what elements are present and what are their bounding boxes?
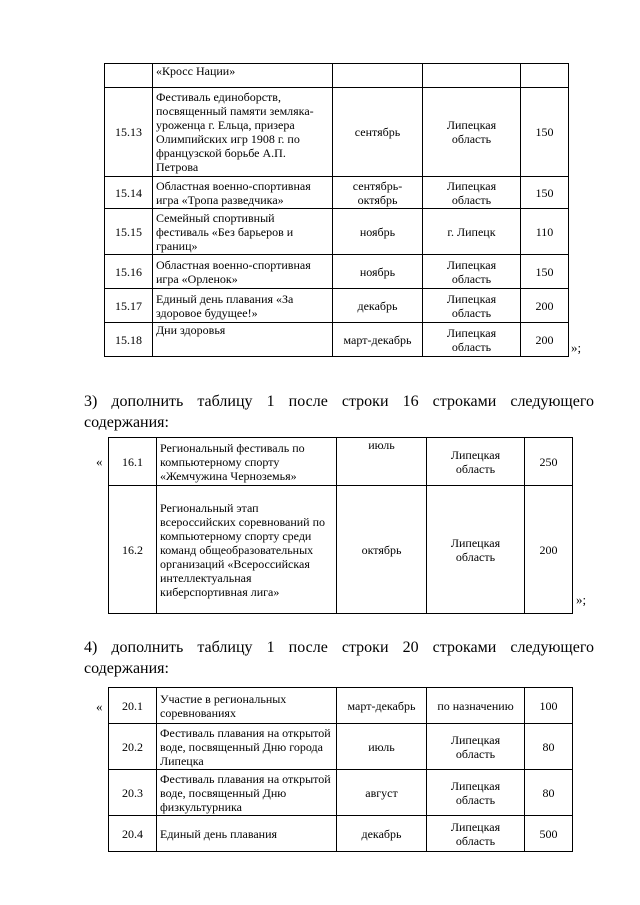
event-date: декабрь — [333, 289, 423, 323]
row-number: 15.17 — [105, 289, 153, 323]
table-row — [109, 438, 573, 486]
table-row — [105, 64, 569, 88]
event-name: Областная военно-спортивная игра «Орленок» — [153, 255, 333, 289]
closing-quote: »; — [571, 340, 582, 355]
event-name: «Кросс Нации» — [153, 64, 333, 88]
closing-quote: »; — [576, 592, 587, 607]
event-place: Липецкая область — [427, 724, 525, 770]
table-row — [105, 88, 569, 177]
event-date: август — [337, 770, 427, 816]
instruction-paragraph-3: 3) дополнить таблицу 1 после строки 16 строками следующего — [84, 393, 594, 410]
row-number: 20.2 — [109, 724, 157, 770]
participants-count: 150 — [521, 88, 569, 177]
event-date: октябрь — [337, 486, 427, 614]
participants-count: 110 — [521, 209, 569, 255]
row-number: 15.13 — [105, 88, 153, 177]
participants-count: 150 — [521, 177, 569, 209]
participants-count: 80 — [525, 724, 573, 770]
participants-count: 250 — [525, 438, 573, 486]
participants-count: 200 — [521, 289, 569, 323]
event-date: сентябрь-октябрь — [333, 177, 423, 209]
event-date: июль — [337, 438, 427, 486]
event-place: Липецкая область — [427, 438, 525, 486]
event-date: март-декабрь — [333, 323, 423, 357]
instruction-paragraph-4-cont: содержания: — [84, 660, 169, 677]
row-number — [105, 64, 153, 88]
event-place: Липецкая область — [423, 323, 521, 357]
participants-count: 200 — [525, 486, 573, 614]
event-name: Единый день плавания «За здоровое будущее!» — [153, 289, 333, 323]
event-place: Липецкая область — [427, 816, 525, 852]
participants-count: 500 — [525, 816, 573, 852]
events-table-1 — [104, 63, 569, 357]
event-name: Дни здоровья — [153, 323, 333, 357]
instruction-paragraph-3-cont: содержания: — [84, 414, 169, 431]
event-date: ноябрь — [333, 255, 423, 289]
row-number: 15.18 — [105, 323, 153, 357]
event-date: сентябрь — [333, 88, 423, 177]
participants-count: 200 — [521, 323, 569, 357]
table-row — [105, 177, 569, 209]
table-row — [109, 688, 573, 724]
table-row — [109, 770, 573, 816]
event-place: Липецкая область — [423, 289, 521, 323]
event-place: г. Липецк — [423, 209, 521, 255]
participants-count: 100 — [525, 688, 573, 724]
event-place: Липецкая область — [423, 88, 521, 177]
participants-count: 150 — [521, 255, 569, 289]
event-place: Липецкая область — [423, 255, 521, 289]
table-row — [105, 255, 569, 289]
opening-quote: « — [96, 454, 103, 469]
row-number: 15.14 — [105, 177, 153, 209]
table-row — [109, 724, 573, 770]
event-name: Фестиваль плавания на открытой воде, посвященный Дню физкультурника — [157, 770, 337, 816]
event-name: Семейный спортивный фестиваль «Без барьеров и границ» — [153, 209, 333, 255]
row-number: 16.2 — [109, 486, 157, 614]
event-date: декабрь — [337, 816, 427, 852]
opening-quote: « — [96, 699, 103, 714]
event-place: по назначению — [427, 688, 525, 724]
row-number: 20.4 — [109, 816, 157, 852]
row-number: 15.15 — [105, 209, 153, 255]
row-number: 20.1 — [109, 688, 157, 724]
row-number: 15.16 — [105, 255, 153, 289]
event-date: ноябрь — [333, 209, 423, 255]
event-name: Региональный этап всероссийских соревнований по компьютерному спорту среди команд общеобразовательных организаций «Всероссийская интеллектуальная киберспортивная лига» — [157, 486, 337, 614]
event-date: март-декабрь — [337, 688, 427, 724]
event-date — [333, 64, 423, 88]
table-row — [105, 209, 569, 255]
row-number: 20.3 — [109, 770, 157, 816]
event-place — [423, 64, 521, 88]
participants-count — [521, 64, 569, 88]
event-name: Фестиваль единоборств, посвященный памяти земляка-уроженца г. Ельца, призера Олимпийских игр 1908 г. по французской борьбе А.П. Петрова — [153, 88, 333, 177]
events-table-3 — [108, 687, 573, 852]
event-date: июль — [337, 724, 427, 770]
event-place: Липецкая область — [423, 177, 521, 209]
table-row — [105, 323, 569, 357]
event-name: Участие в региональных соревнованиях — [157, 688, 337, 724]
table-row — [109, 816, 573, 852]
event-place: Липецкая область — [427, 486, 525, 614]
event-name: Единый день плавания — [157, 816, 337, 852]
table-row — [105, 289, 569, 323]
events-table-2 — [108, 437, 573, 614]
event-name: Фестиваль плавания на открытой воде, посвященный Дню города Липецка — [157, 724, 337, 770]
event-place: Липецкая область — [427, 770, 525, 816]
instruction-paragraph-4: 4) дополнить таблицу 1 после строки 20 строками следующего — [84, 639, 594, 656]
event-name: Областная военно-спортивная игра «Тропа разведчика» — [153, 177, 333, 209]
event-name: Региональный фестиваль по компьютерному спорту «Жемчужина Черноземья» — [157, 438, 337, 486]
row-number: 16.1 — [109, 438, 157, 486]
table-row — [109, 486, 573, 614]
participants-count: 80 — [525, 770, 573, 816]
